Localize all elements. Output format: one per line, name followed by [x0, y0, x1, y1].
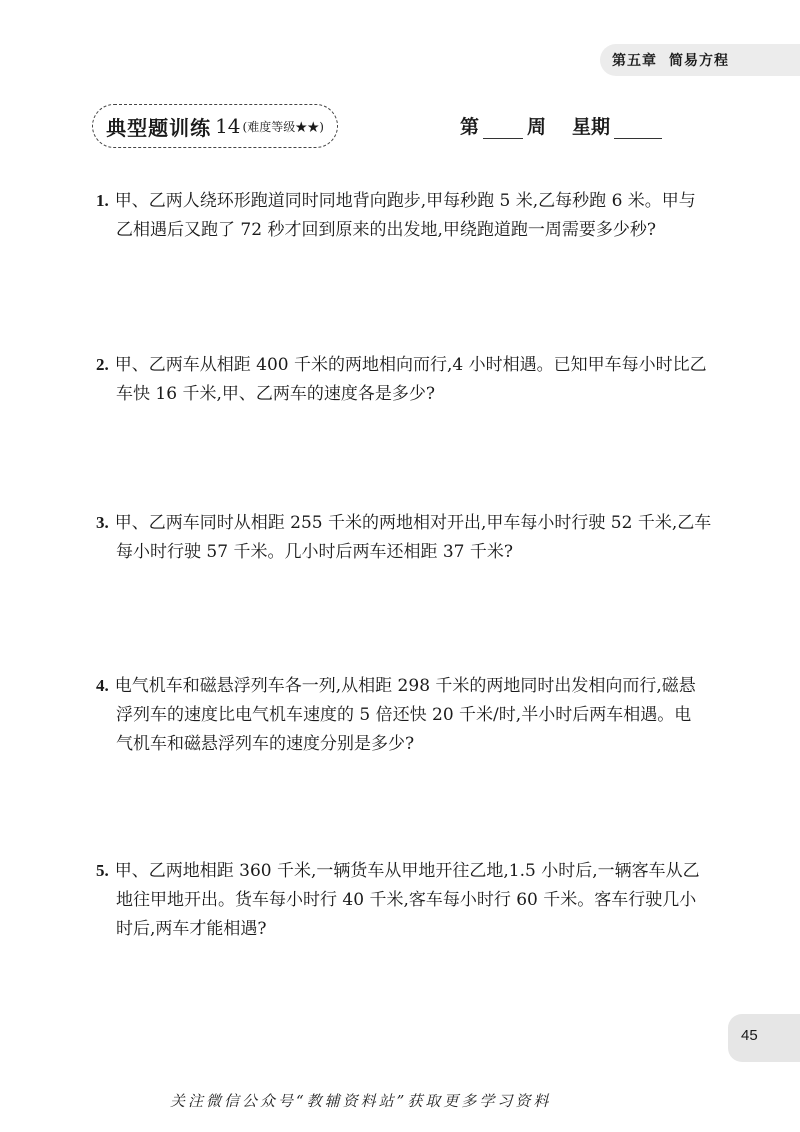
question-number: 4.	[96, 676, 109, 695]
question-text: 气机车和磁悬浮列车的速度分别是多少?	[116, 734, 415, 754]
question-text: 地往甲地开出。货车每小时行 40 千米,客车每小时行 60 千米。客车行驶几小	[116, 890, 697, 910]
question-text: 甲、乙两人绕环形跑道同时同地背向跑步,甲每秒跑 5 米,乙每秒跑 6 米。甲与	[114, 191, 696, 211]
question-text: 浮列车的速度比电气机车速度的 5 倍还快 20 千米/时,半小时后两车相遇。电	[116, 705, 692, 725]
question-5	[96, 856, 716, 944]
question-4	[96, 671, 716, 759]
difficulty-label: (难度等级★★)	[242, 119, 324, 134]
question-number: 1.	[96, 191, 109, 210]
chapter-header	[612, 50, 729, 70]
footer-watermark: 关注微信公众号“教辅资料站”获取更多学习资料	[170, 1092, 552, 1110]
question-text: 甲、乙两车同时从相距 255 千米的两地相对开出,甲车每小时行驶 52 千米,乙车	[114, 513, 712, 533]
question-2	[96, 350, 716, 409]
question-1	[96, 186, 716, 245]
question-text: 每小时行驶 57 千米。几小时后两车还相距 37 千米?	[116, 542, 513, 562]
question-3	[96, 508, 716, 567]
question-number: 3.	[96, 513, 109, 532]
section-label: 简易方程	[669, 53, 729, 69]
question-number: 5.	[96, 861, 109, 880]
question-text: 时后,两车才能相遇?	[116, 919, 267, 939]
exercise-title-box	[92, 104, 338, 148]
question-text: 车快 16 千米,甲、乙两车的速度各是多少?	[116, 384, 435, 404]
page-number-tab	[728, 1014, 800, 1062]
exercise-number: 14	[215, 114, 241, 138]
question-text: 电气机车和磁悬浮列车各一列,从相距 298 千米的两地同时出发相向而行,磁悬	[114, 676, 696, 696]
day-label: 星期	[572, 116, 611, 138]
chapter-label: 第五章	[612, 53, 657, 69]
week-blank[interactable]	[483, 118, 523, 139]
question-text: 甲、乙两地相距 360 千米,一辆货车从甲地开往乙地,1.5 小时后,一辆客车从乙	[114, 861, 700, 881]
exercise-title: 典型题训练	[106, 115, 212, 140]
question-text: 甲、乙两车从相距 400 千米的两地相向而行,4 小时相遇。已知甲车每小时比乙	[114, 355, 707, 375]
day-blank[interactable]	[614, 118, 662, 139]
week-label: 周	[527, 116, 547, 138]
week-day-line	[460, 112, 666, 139]
page-number: 45	[741, 1027, 758, 1044]
question-number: 2.	[96, 355, 109, 374]
question-text: 乙相遇后又跑了 72 秒才回到原来的出发地,甲绕跑道跑一周需要多少秒?	[116, 220, 656, 240]
week-prefix: 第	[460, 116, 480, 138]
